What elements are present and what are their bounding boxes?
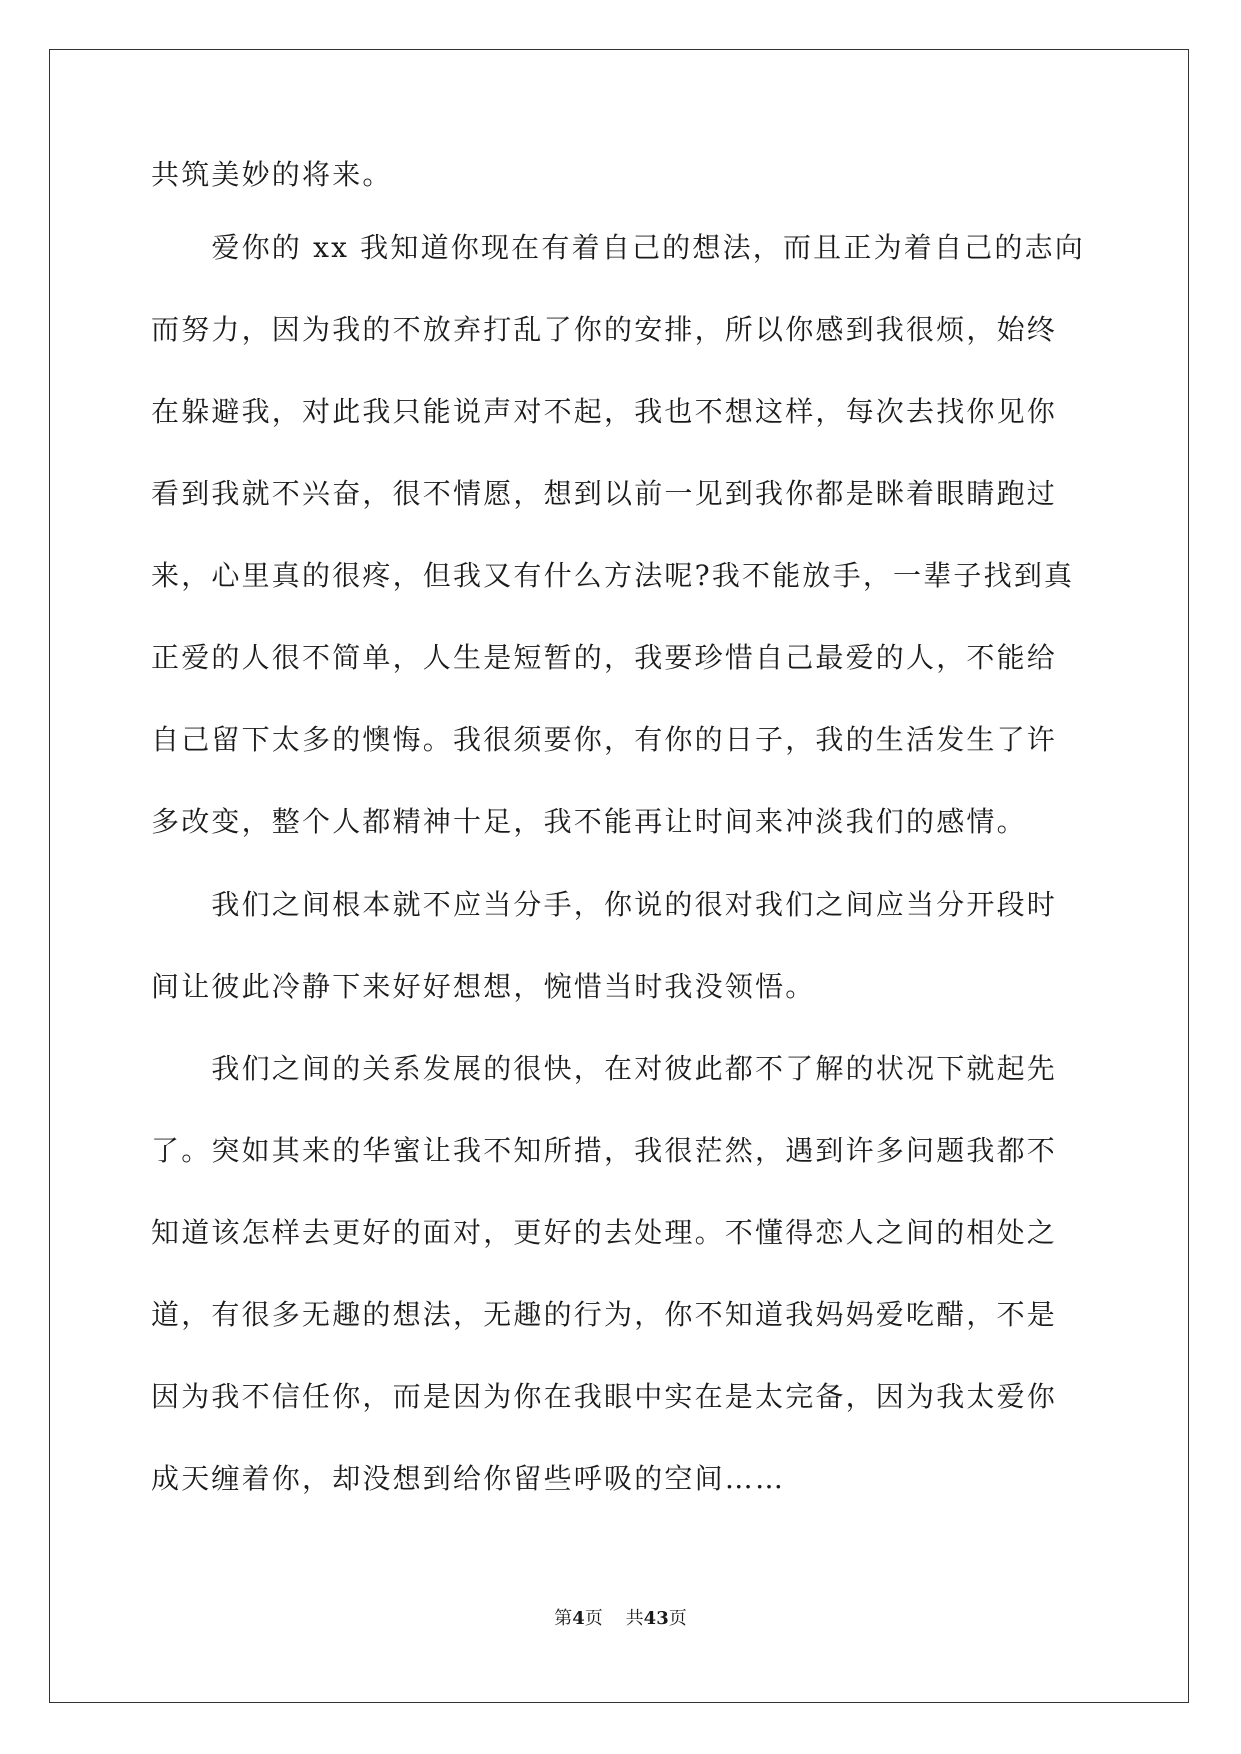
footer-total-pages: 43 bbox=[643, 1608, 669, 1629]
text-line: 自己留下太多的懊悔。我很须要你，有你的日子，我的生活发生了许 bbox=[151, 723, 1058, 756]
page-footer bbox=[0, 1607, 1241, 1631]
text-line: 看到我就不兴奋，很不情愿，想到以前一见到我你都是眯着眼睛跑过 bbox=[151, 477, 1058, 510]
footer-page-suffix: 页 bbox=[584, 1608, 603, 1629]
text-line: 我们之间根本就不应当分手，你说的很对我们之间应当分开段时 bbox=[151, 888, 1058, 921]
footer-total-suffix: 页 bbox=[668, 1608, 687, 1629]
text-line: 而努力，因为我的不放弃打乱了你的安排，所以你感到我很烦，始终 bbox=[151, 313, 1058, 346]
text-line: 在躲避我，对此我只能说声对不起，我也不想这样，每次去找你见你 bbox=[151, 395, 1058, 428]
page-border bbox=[49, 49, 1189, 1703]
text-line: 爱你的 xx 我知道你现在有着自己的想法，而且正为着自己的志向 bbox=[151, 231, 1085, 264]
text-line: 了。突如其来的华蜜让我不知所措，我很茫然，遇到许多问题我都不 bbox=[151, 1134, 1058, 1167]
footer-page-prefix: 第 bbox=[554, 1608, 573, 1629]
text-line: 共筑美妙的将来。 bbox=[151, 158, 393, 191]
text-line: 道，有很多无趣的想法，无趣的行为，你不知道我妈妈爱吃醋，不是 bbox=[151, 1298, 1058, 1331]
text-line: 正爱的人很不简单，人生是短暂的，我要珍惜自己最爱的人，不能给 bbox=[151, 641, 1058, 674]
footer-page-number: 4 bbox=[572, 1608, 585, 1629]
footer-total-prefix: 共 bbox=[625, 1608, 644, 1629]
text-line: 我们之间的关系发展的很快，在对彼此都不了解的状况下就起先 bbox=[151, 1052, 1058, 1085]
text-line: 知道该怎样去更好的面对，更好的去处理。不懂得恋人之间的相处之 bbox=[151, 1216, 1058, 1249]
text-line: 成天缠着你，却没想到给你留些呼吸的空间…… bbox=[151, 1462, 786, 1495]
text-line: 因为我不信任你，而是因为你在我眼中实在是太完备，因为我太爱你 bbox=[151, 1380, 1058, 1413]
text-line: 间让彼此冷静下来好好想想，惋惜当时我没领悟。 bbox=[151, 970, 816, 1003]
text-line: 来，心里真的很疼，但我又有什么方法呢?我不能放手，一辈子找到真 bbox=[151, 559, 1075, 592]
text-line: 多改变，整个人都精神十足，我不能再让时间来冲淡我们的感情。 bbox=[151, 805, 1027, 838]
